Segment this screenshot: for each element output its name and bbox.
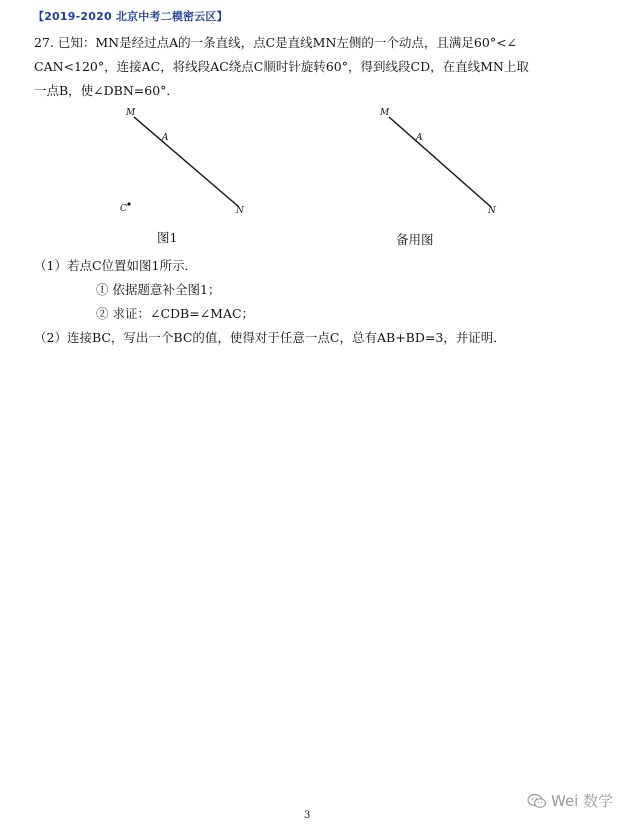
line-mn bbox=[134, 117, 239, 207]
part-1-sub-1: ① 依据题意补全图1； bbox=[96, 282, 221, 297]
line-mn bbox=[389, 117, 491, 207]
point-m-label: M bbox=[126, 108, 136, 118]
point-a-label: A bbox=[416, 133, 423, 143]
figure-2-diagram bbox=[370, 100, 530, 225]
point-n-label: N bbox=[488, 206, 496, 216]
wechat-icon bbox=[527, 793, 547, 809]
source-tag: 【2019-2020 北京中考二模密云区】 bbox=[33, 10, 228, 23]
problem-statement-line-3: 一点B，使∠DBN=60°． bbox=[34, 83, 179, 98]
point-m-label: M bbox=[380, 108, 390, 118]
figure-2-caption: 备用图 bbox=[396, 232, 434, 247]
point-c-label: C bbox=[120, 204, 127, 214]
point-c-dot bbox=[127, 202, 130, 205]
watermark-text: Wei 数学 bbox=[551, 792, 614, 810]
problem-statement-line-2: CAN<120°，连接AC，将线段AC绕点C顺时针旋转60°，得到线段CD，在直线MN上取 bbox=[34, 59, 529, 74]
part-1-sub-2: ② 求证：∠CDB=∠MAC； bbox=[96, 306, 255, 321]
point-n-label: N bbox=[236, 206, 244, 216]
page-number: 3 bbox=[304, 810, 311, 821]
problem-statement-line-1: 27. 已知：MN是经过点A的一条直线，点C是直线MN左侧的一个动点，且满足60°<∠ bbox=[34, 35, 518, 50]
part-2-question: （2）连接BC，写出一个BC的值，使得对于任意一点C，总有AB+BD=3，并证明． bbox=[34, 330, 506, 345]
point-a-label: A bbox=[162, 133, 169, 143]
figure-1-caption: 图1 bbox=[157, 230, 178, 245]
part-1-question: （1）若点C位置如图1所示． bbox=[34, 258, 197, 273]
figure-1-diagram bbox=[110, 100, 270, 225]
watermark bbox=[527, 790, 613, 811]
